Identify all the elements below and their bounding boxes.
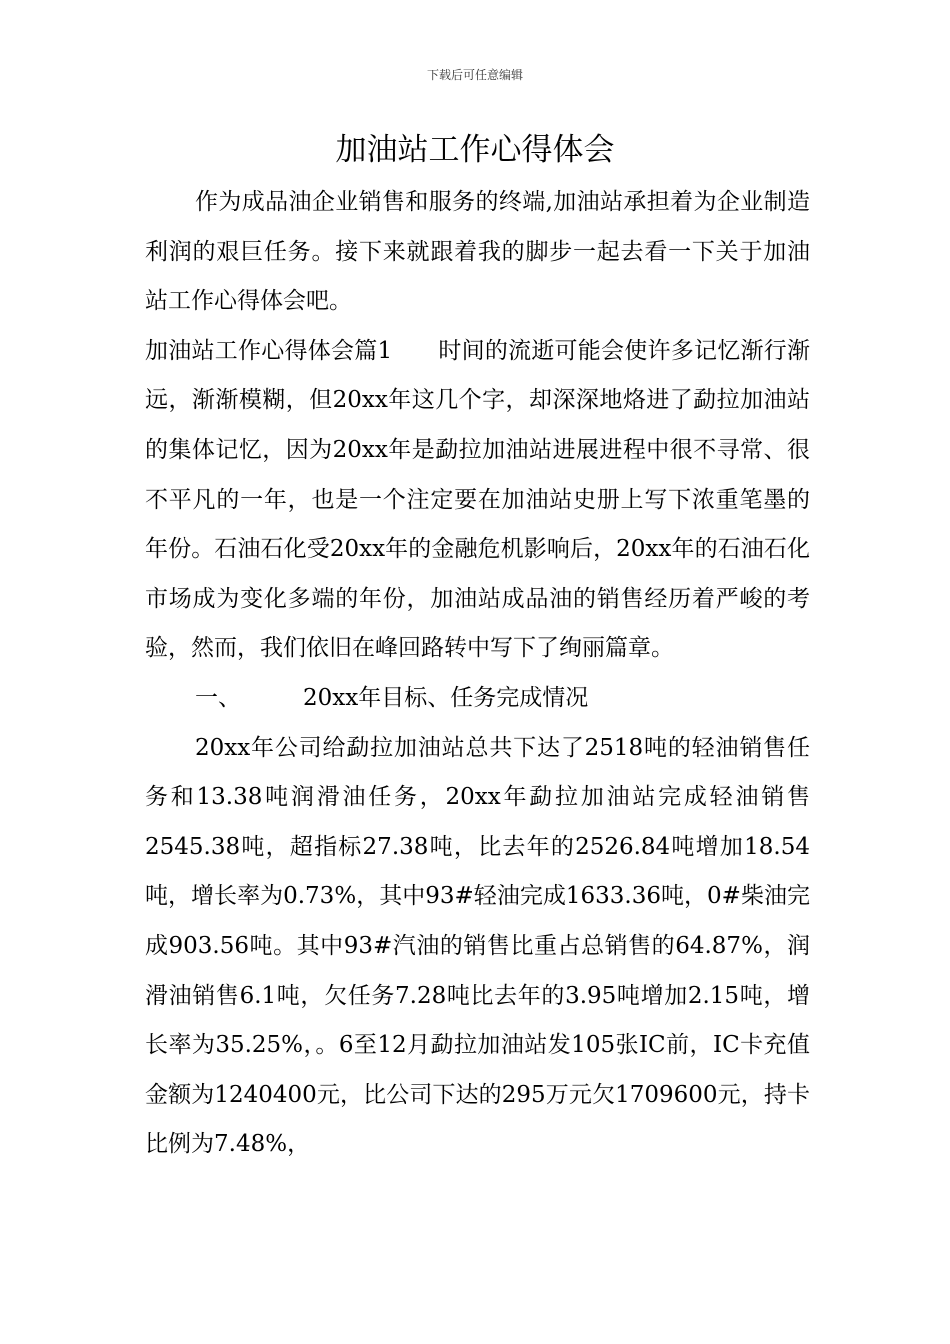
task-completion-paragraph: 20xx年公司给勐拉加油站总共下达了2518吨的轻油销售任务和13.38吨润滑油任务，20xx年勐拉加油站完成轻油销售2545.38吨，超指标27.38吨，比去年的2526.84吨增加18.54吨，增长率为0.73%，其中93#轻油完成1633.36吨，0#柴油完成903.56吨。其中93#汽油的销售比重占总销售的64.87%，润滑油销售6.1吨，欠任务7.28吨比去年的3.95吨增加2.15吨，增长率为35.25%，。6至12月勐拉加油站发105张IC前，IC卡充值金额为1240400元，比公司下达的295万元欠1709600元，持卡比例为7.48%， <box>145 734 810 1158</box>
section-1-paragraph <box>145 327 810 674</box>
header-note: 下载后可任意编辑 <box>426 68 523 82</box>
subheading-1 <box>145 674 810 724</box>
document-body <box>145 178 810 1170</box>
subheading-text: 20xx年目标、任务完成情况 <box>303 684 589 711</box>
document-title: 加油站工作心得体会 <box>335 132 615 168</box>
section-1-heading: 加油站工作心得体会篇1 <box>145 337 393 364</box>
subheading-number: 一、 <box>195 684 241 711</box>
intro-paragraph: 作为成品油企业销售和服务的终端,加油站承担着为企业制造利润的艰巨任务。接下来就跟着我的脚步一起去看一下关于加油站工作心得体会吧。 <box>145 189 810 315</box>
section-1-text: 时间的流逝可能会使许多记忆渐行渐远，渐渐模糊，但20xx年这几个字，却深深地烙进了勐拉加油站的集体记忆，因为20xx年是勐拉加油站进展进程中很不寻常、很不平凡的一年，也是一个注定要在加油站史册上写下浓重笔墨的年份。石油石化受20xx年的金融危机影响后，20xx年的石油石化市场成为变化多端的年份，加油站成品油的销售经历着严峻的考验，然而，我们依旧在峰回路转中写下了绚丽篇章。 <box>145 337 811 662</box>
